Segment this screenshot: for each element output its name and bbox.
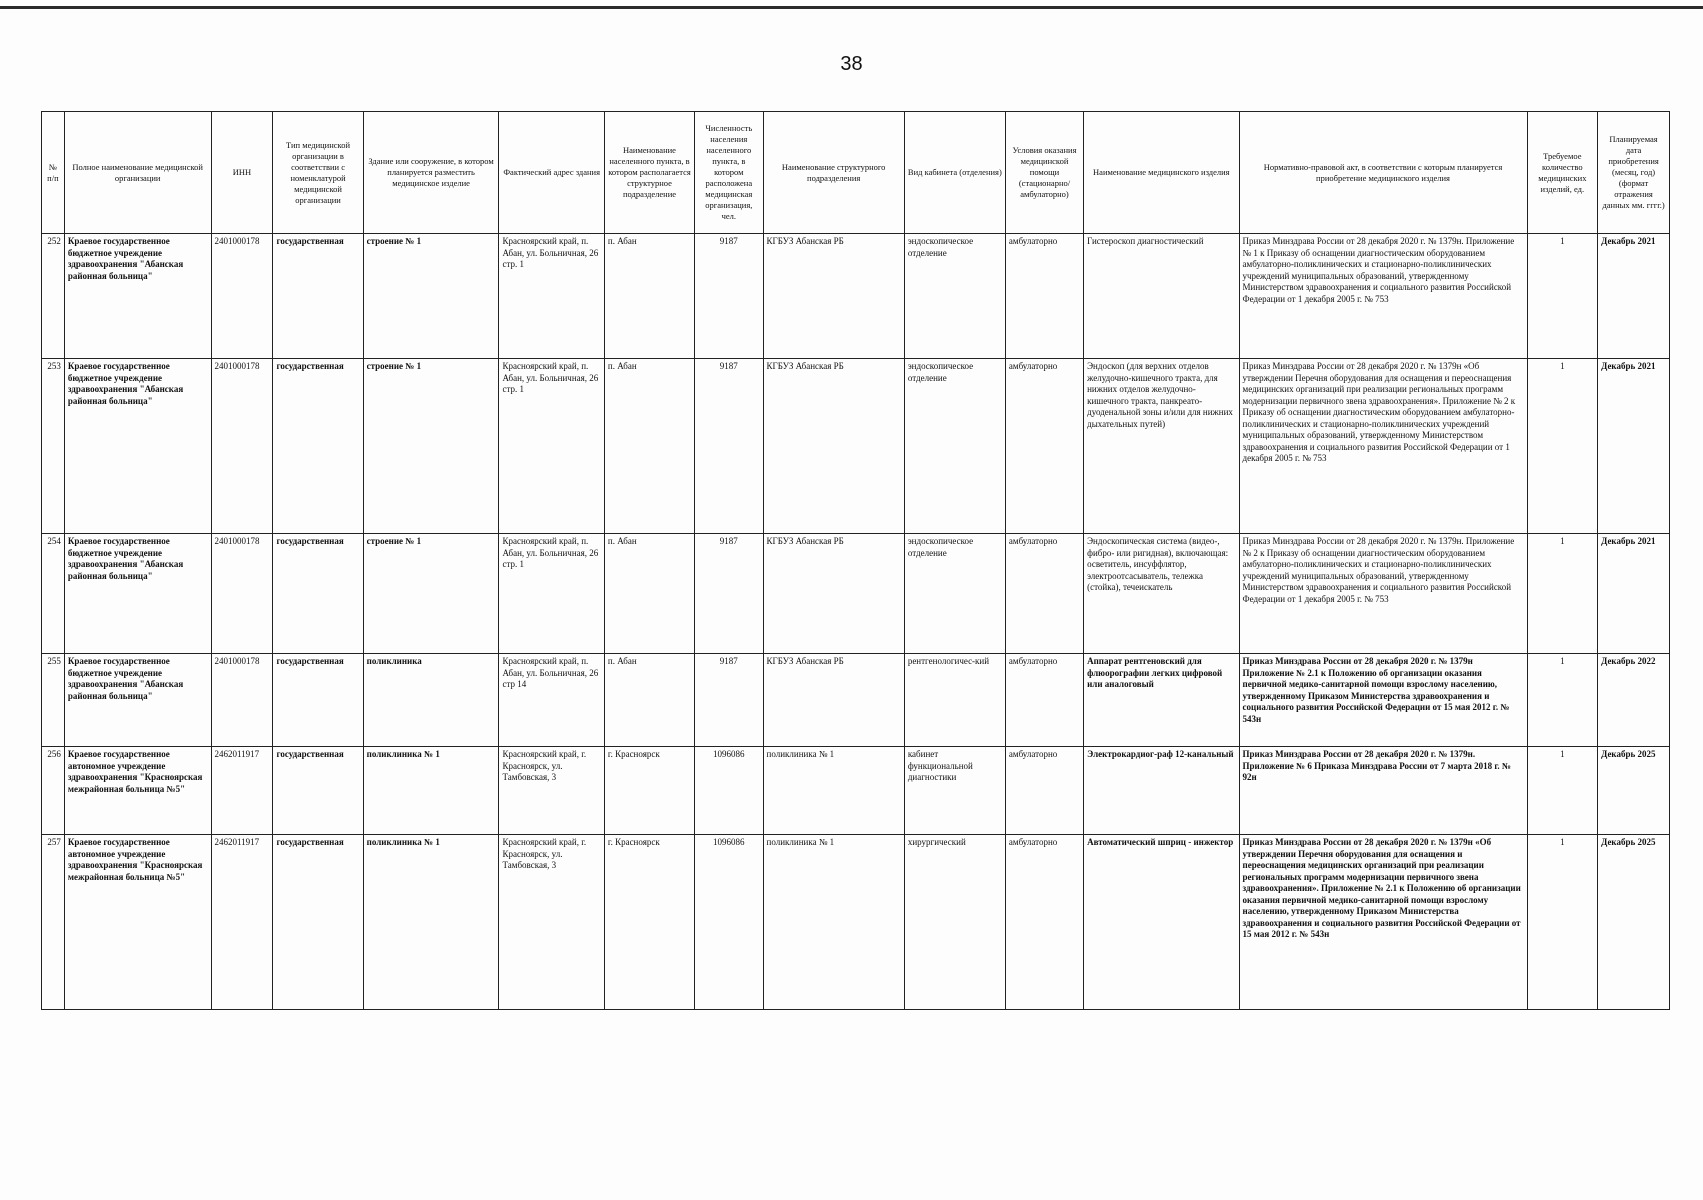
unit-cell: КГБУЗ Абанская РБ: [763, 359, 904, 534]
header-cabinet: Вид кабинета (отделения): [904, 112, 1005, 234]
device-cell: Аппарат рентгеновский для флюорографии легких цифровой или аналоговый: [1084, 654, 1239, 747]
inn-cell: 2462011917: [211, 835, 273, 1010]
cabinet-cell: эндоскопическое отделение: [904, 359, 1005, 534]
date-cell: Декабрь 2022: [1598, 654, 1670, 747]
building-cell: строение № 1: [363, 234, 499, 359]
quantity-cell: 1: [1527, 654, 1598, 747]
quantity-cell: 1: [1527, 534, 1598, 654]
device-cell: Эндоскопическая система (видео-, фибро- или ригидная), включающая: осветитель, инсуффлятор, электроотсасыватель, тележка (стойка), течеискатель: [1084, 534, 1239, 654]
header-address: Фактический адрес здания: [499, 112, 604, 234]
locality-cell: п. Абан: [604, 234, 694, 359]
conditions-cell: амбулаторно: [1005, 835, 1083, 1010]
table-row: [42, 654, 1670, 747]
org-type-cell: государственная: [273, 747, 363, 835]
equipment-plan-table: [41, 111, 1670, 1010]
conditions-cell: амбулаторно: [1005, 234, 1083, 359]
row-number: 255: [42, 654, 65, 747]
legal-act-cell: Приказ Минздрава России от 28 декабря 2020 г. № 1379н. Приложение № 1 к Приказу об оснащении диагностическим оборудованием амбулаторно-поликлинических и стационарно-поликлинических учреждений муниципальных образований, утвержденному Министерством здравоохранения и социального развития Российской Федерации от 1 декабря 2005 г. № 753: [1239, 234, 1527, 359]
cabinet-cell: эндоскопическое отделение: [904, 234, 1005, 359]
device-cell: Эндоскоп (для верхних отделов желудочно-кишечного тракта, для нижних отделов желудочно-кишечного тракта, панкреато-дуоденальной зоны и/или для нижних дыхательных путей): [1084, 359, 1239, 534]
locality-cell: п. Абан: [604, 654, 694, 747]
device-cell: Электрокардиог-раф 12-канальный: [1084, 747, 1239, 835]
header-population: Численность населения населенного пункта, в котором расположена медицинская организация, чел.: [695, 112, 763, 234]
date-cell: Декабрь 2021: [1598, 359, 1670, 534]
header-legal-act: Нормативно-правовой акт, в соответствии с которым планируется приобретение медицинского изделия: [1239, 112, 1527, 234]
address-cell: Красноярский край, п. Абан, ул. Больничная, 26 стр. 1: [499, 234, 604, 359]
date-cell: Декабрь 2021: [1598, 534, 1670, 654]
locality-cell: г. Красноярск: [604, 747, 694, 835]
date-cell: Декабрь 2021: [1598, 234, 1670, 359]
org-type-cell: государственная: [273, 359, 363, 534]
cabinet-cell: эндоскопическое отделение: [904, 534, 1005, 654]
org-name-cell: Краевое государственное бюджетное учреждение здравоохранения "Абанская районная больница": [64, 234, 211, 359]
header-locality: Наименование населенного пункта, в котором располагается структурное подразделение: [604, 112, 694, 234]
legal-act-cell: Приказ Минздрава России от 28 декабря 2020 г. № 1379н «Об утверждении Перечня оборудования для оснащения и переоснащения медицинских организаций при реализации региональных программ модернизации первичного звена здравоохранения». Приложение № 2 к Приказу об оснащении диагностическим оборудованием амбулаторно-поликлинических и стационарно-поликлинических учреждений муниципальных образований, утвержденному Министерством здравоохранения и социального развития Российской Федерации от 1 декабря 2005 г. № 753: [1239, 359, 1527, 534]
unit-cell: КГБУЗ Абанская РБ: [763, 234, 904, 359]
header-conditions: Условия оказания медицинской помощи (стационарно/ амбулаторно): [1005, 112, 1083, 234]
unit-cell: поликлиника № 1: [763, 747, 904, 835]
conditions-cell: амбулаторно: [1005, 534, 1083, 654]
top-border-line: [0, 6, 1703, 9]
inn-cell: 2401000178: [211, 359, 273, 534]
locality-cell: п. Абан: [604, 359, 694, 534]
cabinet-cell: кабинет функциональной диагностики: [904, 747, 1005, 835]
address-cell: Красноярский край, п. Абан, ул. Больничная, 26 стр. 1: [499, 534, 604, 654]
row-number: 256: [42, 747, 65, 835]
device-cell: Гистероскоп диагностический: [1084, 234, 1239, 359]
conditions-cell: амбулаторно: [1005, 359, 1083, 534]
unit-cell: КГБУЗ Абанская РБ: [763, 534, 904, 654]
table-row: [42, 835, 1670, 1010]
header-org-type: Тип медицинской организации в соответствии с номенклатурой медицинской организации: [273, 112, 363, 234]
header-date: Планируемая дата приобретения (месяц, год) (формат отражения данных мм. гггг.): [1598, 112, 1670, 234]
address-cell: Красноярский край, п. Абан, ул. Больничная, 26 стр 14: [499, 654, 604, 747]
population-cell: 9187: [695, 359, 763, 534]
locality-cell: г. Красноярск: [604, 835, 694, 1010]
org-name-cell: Краевое государственное бюджетное учреждение здравоохранения "Абанская районная больница": [64, 534, 211, 654]
org-type-cell: государственная: [273, 534, 363, 654]
row-number: 254: [42, 534, 65, 654]
device-cell: Автоматический шприц - инжектор: [1084, 835, 1239, 1010]
conditions-cell: амбулаторно: [1005, 654, 1083, 747]
row-number: 252: [42, 234, 65, 359]
row-number: 253: [42, 359, 65, 534]
header-org-name: Полное наименование медицинской организации: [64, 112, 211, 234]
date-cell: Декабрь 2025: [1598, 747, 1670, 835]
legal-act-cell: Приказ Минздрава России от 28 декабря 2020 г. № 1379н Приложение № 2.1 к Положению об организации оказания первичной медико-санитарной помощи взрослому населению, утвержденному Приказом Министерства здравоохранения и социального развития Российской Федерации от 15 мая 2012 г. № 543н: [1239, 654, 1527, 747]
header-device: Наименование медицинского изделия: [1084, 112, 1239, 234]
unit-cell: поликлиника № 1: [763, 835, 904, 1010]
address-cell: Красноярский край, г. Красноярск, ул. Тамбовская, 3: [499, 747, 604, 835]
header-quantity: Требуемое количество медицинских изделий, ед.: [1527, 112, 1598, 234]
quantity-cell: 1: [1527, 359, 1598, 534]
building-cell: строение № 1: [363, 359, 499, 534]
inn-cell: 2401000178: [211, 654, 273, 747]
building-cell: поликлиника № 1: [363, 835, 499, 1010]
conditions-cell: амбулаторно: [1005, 747, 1083, 835]
date-cell: Декабрь 2025: [1598, 835, 1670, 1010]
row-number: 257: [42, 835, 65, 1010]
cabinet-cell: хирургический: [904, 835, 1005, 1010]
building-cell: поликлиника: [363, 654, 499, 747]
table-row: [42, 359, 1670, 534]
population-cell: 9187: [695, 534, 763, 654]
header-inn: ИНН: [211, 112, 273, 234]
header-unit: Наименование структурного подразделения: [763, 112, 904, 234]
inn-cell: 2401000178: [211, 534, 273, 654]
table-row: [42, 747, 1670, 835]
org-type-cell: государственная: [273, 654, 363, 747]
org-name-cell: Краевое государственное автономное учреждение здравоохранения "Красноярская межрайонная больница №5": [64, 747, 211, 835]
table-header-row: [42, 112, 1670, 234]
header-building: Здание или сооружение, в котором планируется разместить медицинское изделие: [363, 112, 499, 234]
legal-act-cell: Приказ Минздрава России от 28 декабря 2020 г. № 1379н. Приложение № 2 к Приказу об оснащении диагностическим оборудованием амбулаторно-поликлинических и стационарно-поликлинических учреждений муниципальных образований, утвержденному Министерством здравоохранения и социального развития Российской Федерации от 1 декабря 2005 г. № 753: [1239, 534, 1527, 654]
cabinet-cell: рентгенологичес-кий: [904, 654, 1005, 747]
quantity-cell: 1: [1527, 747, 1598, 835]
population-cell: 9187: [695, 654, 763, 747]
population-cell: 9187: [695, 234, 763, 359]
quantity-cell: 1: [1527, 234, 1598, 359]
table-row: [42, 234, 1670, 359]
org-type-cell: государственная: [273, 835, 363, 1010]
population-cell: 1096086: [695, 835, 763, 1010]
legal-act-cell: Приказ Минздрава России от 28 декабря 2020 г. № 1379н. Приложение № 6 Приказа Минздрава России от 7 марта 2018 г. № 92н: [1239, 747, 1527, 835]
legal-act-cell: Приказ Минздрава России от 28 декабря 2020 г. № 1379н «Об утверждении Перечня оборудования для оснащения и переоснащения медицинских организаций при реализации региональных программ модернизации первичного звена здравоохранения». Приложение № 2.1 к Положению об организации оказания первичной медико-санитарной помощи взрослому населению, утвержденному Приказом Министерства здравоохранения и социального развития Российской Федерации от 15 мая 2012 г. № 543н: [1239, 835, 1527, 1010]
page-number: 38: [840, 53, 863, 75]
inn-cell: 2401000178: [211, 234, 273, 359]
table-row: [42, 534, 1670, 654]
address-cell: Красноярский край, п. Абан, ул. Больничная, 26 стр. 1: [499, 359, 604, 534]
org-name-cell: Краевое государственное автономное учреждение здравоохранения "Красноярская межрайонная больница №5": [64, 835, 211, 1010]
org-name-cell: Краевое государственное бюджетное учреждение здравоохранения "Абанская районная больница": [64, 359, 211, 534]
address-cell: Красноярский край, г. Красноярск, ул. Тамбовская, 3: [499, 835, 604, 1010]
unit-cell: КГБУЗ Абанская РБ: [763, 654, 904, 747]
org-type-cell: государственная: [273, 234, 363, 359]
quantity-cell: 1: [1527, 835, 1598, 1010]
building-cell: строение № 1: [363, 534, 499, 654]
inn-cell: 2462011917: [211, 747, 273, 835]
building-cell: поликлиника № 1: [363, 747, 499, 835]
population-cell: 1096086: [695, 747, 763, 835]
header-number: № п/п: [42, 112, 65, 234]
org-name-cell: Краевое государственное бюджетное учреждение здравоохранения "Абанская районная больница": [64, 654, 211, 747]
locality-cell: п. Абан: [604, 534, 694, 654]
